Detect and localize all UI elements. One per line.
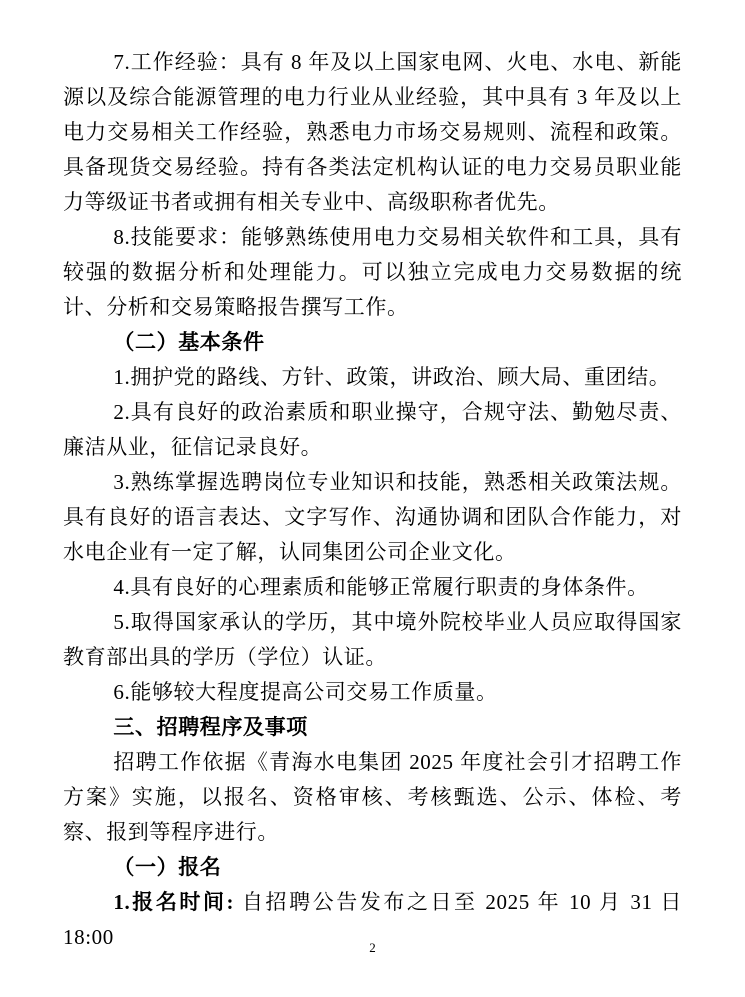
registration-time-label: 1.报名时间:	[113, 890, 235, 914]
paragraph-condition-6: 6.能够较大程度提高公司交易工作质量。	[113, 680, 498, 704]
heading-recruitment-procedures: 三、招聘程序及事项	[113, 716, 308, 739]
paragraph-condition-3: 3.熟练掌握选聘岗位专业知识和技能，熟悉相关政策法规。具有良好的语言表达、文字写作、沟通协调和团队合作能力，对水电企业有一定了解，认同集团公司企业文化。	[63, 470, 682, 564]
paragraph-condition-5: 5.取得国家承认的学历，其中境外院校毕业人员应取得国家教育部出具的学历（学位）认证。	[63, 610, 682, 669]
paragraph-skill-requirements: 8.技能要求：能够熟练使用电力交易相关软件和工具，具有较强的数据分析和处理能力。可以独立完成电力交易数据的统计、分析和交易策略报告撰写工作。	[63, 225, 682, 319]
heading-basic-conditions: （二）基本条件	[113, 331, 265, 354]
paragraph-condition-2: 2.具有良好的政治素质和职业操守，合规守法、勤勉尽责、廉洁从业，征信记录良好。	[63, 400, 682, 459]
heading-registration: （一）报名	[113, 856, 222, 879]
document-body	[63, 45, 682, 955]
paragraph-procedure-basis: 招聘工作依据《青海水电集团 2025 年度社会引才招聘工作方案》实施，以报名、资格审核、考核甄选、公示、体检、考察、报到等程序进行。	[63, 750, 682, 844]
registration-time-value: 自招聘公告发布之日至 2025 年 10 月 31 日 18:00	[63, 890, 682, 949]
page-number: 2	[369, 940, 376, 955]
paragraph-work-experience: 7.工作经验：具有 8 年及以上国家电网、火电、水电、新能源以及综合能源管理的电力行业从业经验，其中具有 3 年及以上电力交易相关工作经验，熟悉电力市场交易规则、流程和政策。具备现货交易经验。持有各类法定机构认证的电力交易员职业能力等级证书者或拥有相关专业中、高级职称者优先。	[63, 50, 682, 214]
paragraph-condition-1: 1.拥护党的路线、方针、政策，讲政治、顾大局、重团结。	[113, 365, 671, 389]
paragraph-condition-4: 4.具有良好的心理素质和能够正常履行职责的身体条件。	[113, 575, 649, 599]
